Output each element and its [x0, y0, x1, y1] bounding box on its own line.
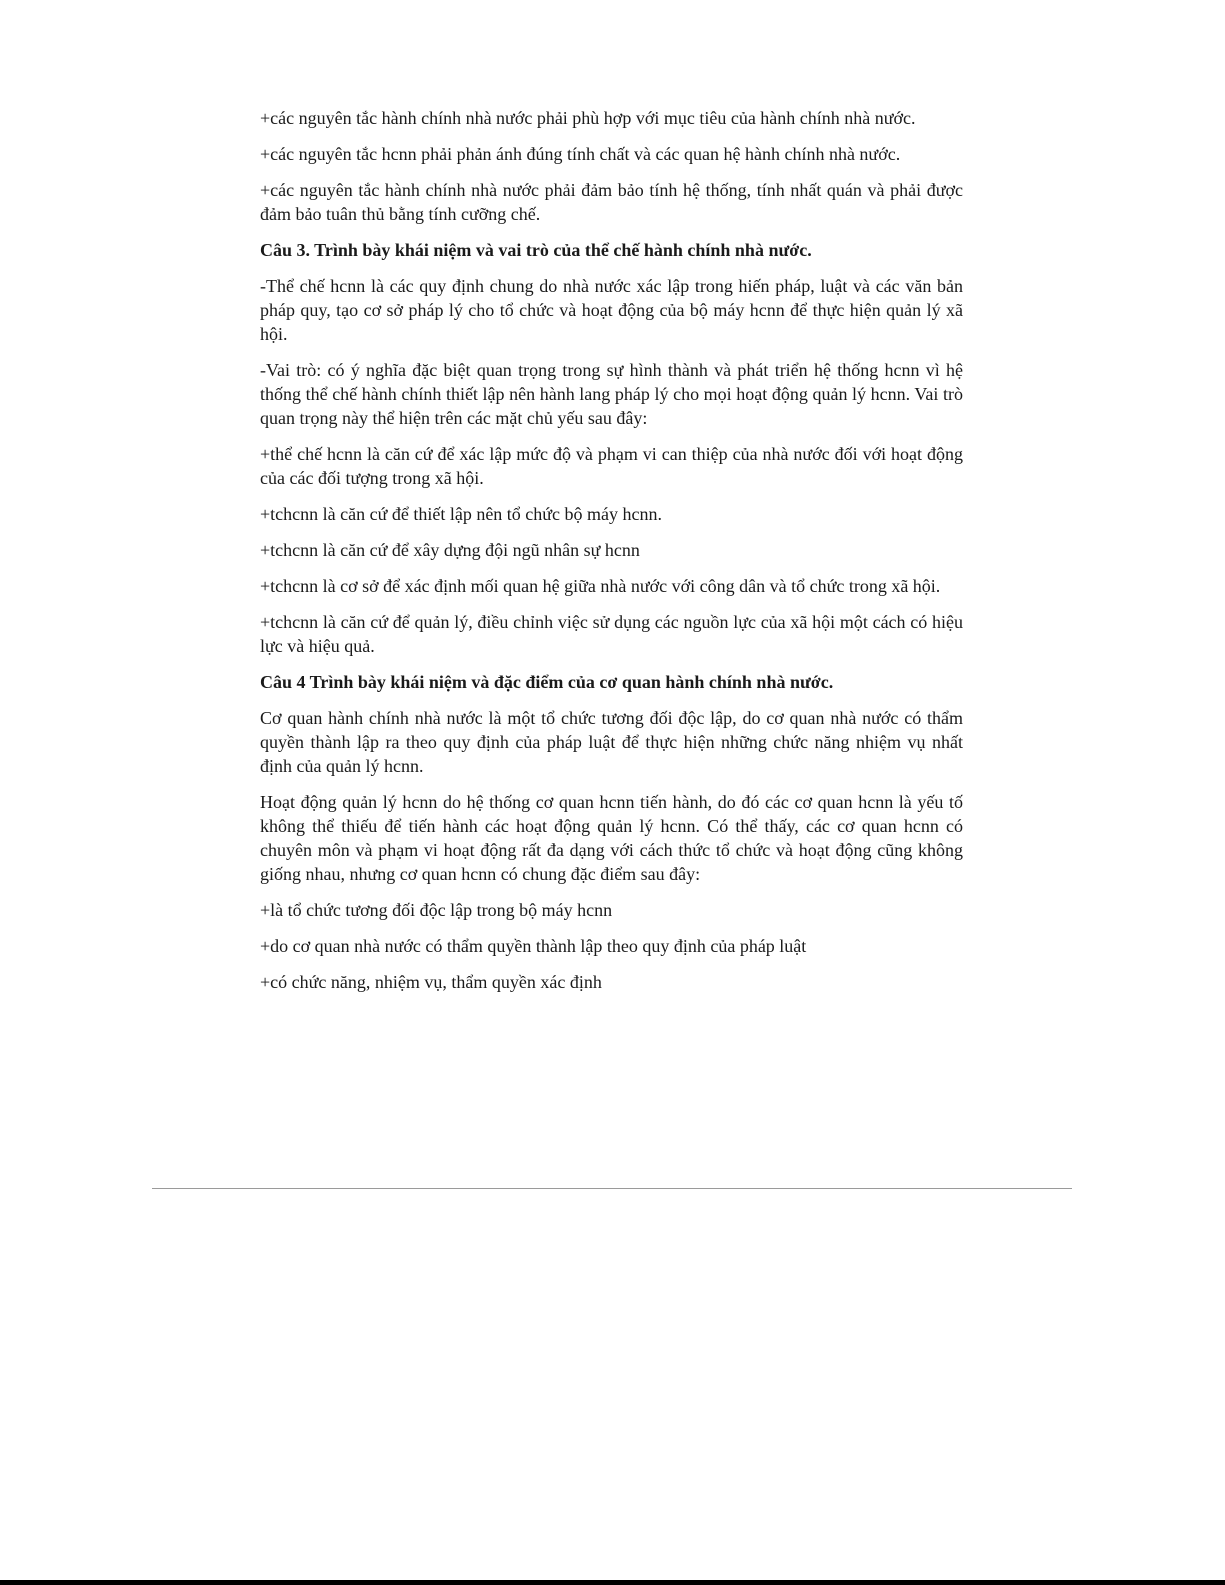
paragraph: +tchcnn là căn cứ để xây dựng đội ngũ nhân sự hcnn	[260, 540, 640, 560]
paragraph: -Vai trò: có ý nghĩa đặc biệt quan trọng trong sự hình thành và phát triển hệ thống hcnn vì hệ thống thể chế hành chính thiết lập nên hành lang pháp lý cho mọi hoạt động quản lý hcnn. Vai trò quan trọng này thể hiện trên các mặt chủ yếu sau đây:	[260, 360, 963, 428]
bottom-edge	[0, 1580, 1225, 1585]
paragraph: +có chức năng, nhiệm vụ, thẩm quyền xác định	[260, 972, 602, 992]
paragraph: +tchcnn là căn cứ để thiết lập nên tổ chức bộ máy hcnn.	[260, 504, 663, 524]
paragraph: +tchcnn là căn cứ để quản lý, điều chỉnh việc sử dụng các nguồn lực của xã hội một cách có hiệu lực và hiệu quả.	[260, 612, 963, 656]
page-divider	[152, 1188, 1072, 1189]
paragraph: +các nguyên tắc hcnn phải phản ánh đúng tính chất và các quan hệ hành chính nhà nước.	[260, 144, 901, 164]
paragraph: +thể chế hcnn là căn cứ để xác lập mức độ và phạm vi can thiệp của nhà nước đối với hoạt động của các đối tượng trong xã hội.	[260, 444, 963, 488]
paragraph: +là tổ chức tương đối độc lập trong bộ máy hcnn	[260, 900, 613, 920]
paragraph: +các nguyên tắc hành chính nhà nước phải phù hợp với mục tiêu của hành chính nhà nước.	[260, 108, 916, 128]
paragraph: +các nguyên tắc hành chính nhà nước phải đảm bảo tính hệ thống, tính nhất quán và phải được đảm bảo tuân thủ bằng tính cưỡng chế.	[260, 180, 963, 224]
paragraph: Cơ quan hành chính nhà nước là một tổ chức tương đối độc lập, do cơ quan nhà nước có thẩm quyền thành lập ra theo quy định của pháp luật để thực hiện những chức năng nhiệm vụ nhất định của quản lý hcnn.	[260, 708, 963, 776]
paragraph: +tchcnn là cơ sở để xác định mối quan hệ giữa nhà nước với công dân và tổ chức trong xã hội.	[260, 576, 941, 596]
paragraph: -Thể chế hcnn là các quy định chung do nhà nước xác lập trong hiến pháp, luật và các văn bản pháp quy, tạo cơ sở pháp lý cho tổ chức và hoạt động của bộ máy hcnn để thực hiện quản lý xã hội.	[260, 276, 963, 344]
section-heading-cau-3: Câu 3. Trình bày khái niệm và vai trò của thể chế hành chính nhà nước.	[260, 240, 812, 260]
paragraph: Hoạt động quản lý hcnn do hệ thống cơ quan hcnn tiến hành, do đó các cơ quan hcnn là yếu tố không thể thiếu để tiến hành các hoạt động quản lý hcnn. Có thể thấy, các cơ quan hcnn có chuyên môn và phạm vi hoạt động rất đa dạng với cách thức tổ chức và hoạt động cũng không giống nhau, nhưng cơ quan hcnn có chung đặc điểm sau đây:	[260, 792, 963, 884]
paragraph: +do cơ quan nhà nước có thẩm quyền thành lập theo quy định của pháp luật	[260, 936, 807, 956]
section-heading-cau-4: Câu 4 Trình bày khái niệm và đặc điểm của cơ quan hành chính nhà nước.	[260, 672, 834, 692]
document-body	[260, 106, 963, 1006]
